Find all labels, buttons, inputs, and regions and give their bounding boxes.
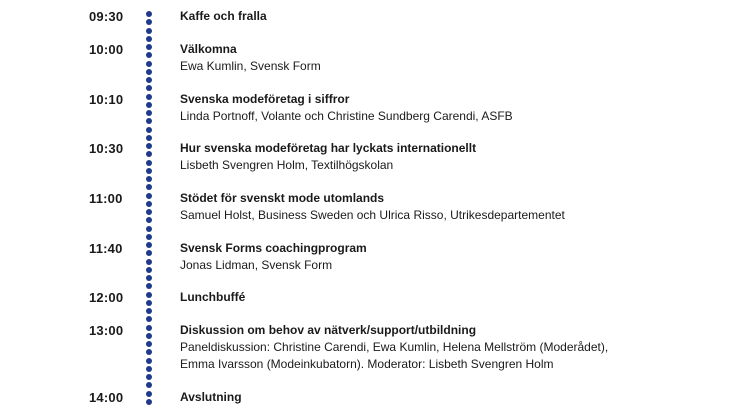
timeline-dot	[146, 358, 152, 364]
timeline-dot	[146, 94, 152, 100]
timeline-dot	[146, 399, 152, 405]
entry-time: 09:30	[89, 9, 124, 24]
entry-detail: Jonas Lidman, Svensk Form	[180, 258, 333, 272]
timeline-dot	[146, 77, 152, 83]
timeline-dot	[146, 52, 152, 58]
entry-detail: Lisbeth Svengren Holm, Textilhögskolan	[180, 158, 394, 172]
timeline-dot	[146, 102, 152, 108]
timeline-dot	[146, 308, 152, 314]
entry-detail: Emma Ivarsson (Modeinkubatorn). Moderator: Lisbeth Svengren Holm	[180, 357, 554, 371]
entry-title: Kaffe och fralla	[180, 9, 267, 23]
timeline-dot	[146, 193, 152, 199]
entry-time: 14:00	[89, 390, 124, 405]
entry-content	[180, 389, 720, 406]
timeline-dot	[146, 168, 152, 174]
entry-time: 11:00	[89, 191, 123, 206]
timeline-dot	[146, 135, 152, 141]
entry-time: 10:00	[89, 42, 124, 57]
entry-time: 13:00	[89, 323, 124, 338]
timeline-dot	[146, 118, 152, 124]
timeline-dot	[146, 110, 152, 116]
entry-detail: Linda Portnoff, Volante och Christine Sundberg Carendi, ASFB	[180, 109, 513, 123]
entry-time: 11:40	[89, 241, 123, 256]
timeline-dot	[146, 209, 152, 215]
timeline-dot	[146, 151, 152, 157]
timeline-dot	[146, 61, 152, 67]
entry-content	[180, 240, 720, 274]
timeline-dot	[146, 374, 152, 380]
timeline-dot	[146, 382, 152, 388]
entry-time: 10:30	[89, 141, 124, 156]
entry-content	[180, 322, 720, 373]
entry-detail: Ewa Kumlin, Svensk Form	[180, 59, 321, 73]
timeline-dot	[146, 127, 152, 133]
timeline-dot	[146, 283, 152, 289]
entry-detail: Samuel Holst, Business Sweden och Ulrica Risso, Utrikesdepartementet	[180, 208, 565, 222]
entry-title: Avslutning	[180, 390, 242, 404]
timeline-dot	[146, 341, 152, 347]
timeline-dot	[146, 242, 152, 248]
entry-content	[180, 190, 720, 224]
timeline-dot	[146, 226, 152, 232]
entry-time: 12:00	[89, 290, 124, 305]
timeline-dot	[146, 143, 152, 149]
timeline-dot	[146, 19, 152, 25]
timeline-dot	[146, 44, 152, 50]
timeline-dot	[146, 69, 152, 75]
timeline-dot	[146, 366, 152, 372]
timeline-dot	[146, 292, 152, 298]
entry-content	[180, 289, 720, 306]
entry-title: Lunchbuffé	[180, 290, 246, 304]
entry-content	[180, 140, 720, 174]
entry-content	[180, 41, 720, 75]
entry-title: Svensk Forms coachingprogram	[180, 241, 367, 255]
timeline-dot	[146, 267, 152, 273]
timeline-dot	[146, 176, 152, 182]
timeline-dot	[146, 11, 152, 17]
entry-title: Välkomna	[180, 42, 237, 56]
timeline-dot	[146, 28, 152, 34]
entry-content	[180, 91, 720, 125]
entry-detail: Paneldiskussion: Christine Carendi, Ewa Kumlin, Helena Mellström (Moderådet),	[180, 340, 609, 354]
entry-time: 10:10	[89, 92, 124, 107]
timeline-dot	[146, 160, 152, 166]
timeline-dot	[146, 391, 152, 397]
timeline-dot	[146, 275, 152, 281]
entry-content	[180, 8, 720, 25]
timeline-dot	[146, 300, 152, 306]
timeline-dot	[146, 250, 152, 256]
entry-title: Diskussion om behov av nätverk/support/utbildning	[180, 323, 477, 337]
timeline-dot	[146, 349, 152, 355]
timeline-dot	[146, 259, 152, 265]
timeline-dot	[146, 85, 152, 91]
entry-title: Hur svenska modeföretag har lyckats internationellt	[180, 141, 477, 155]
timeline-dot	[146, 217, 152, 223]
entry-title: Stödet för svenskt mode utomlands	[180, 191, 385, 205]
timeline-dot	[146, 316, 152, 322]
entry-title: Svenska modeföretag i siffror	[180, 92, 350, 106]
timeline-dot	[146, 184, 152, 190]
timeline-dot	[146, 234, 152, 240]
timeline-dot	[146, 325, 152, 331]
timeline-dot	[146, 201, 152, 207]
timeline-dot	[146, 36, 152, 42]
timeline-dot	[146, 333, 152, 339]
